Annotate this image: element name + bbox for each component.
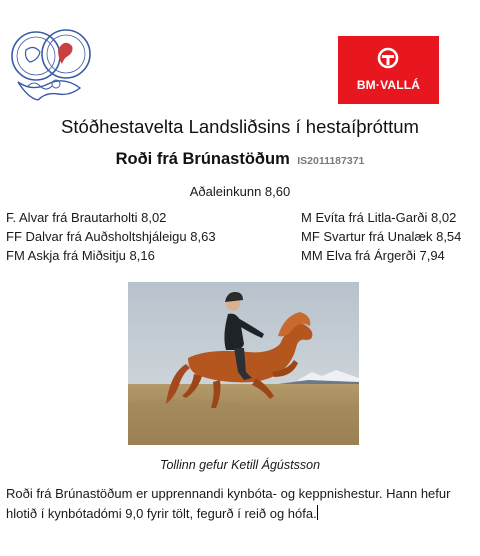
pedigree-dam-sire: MF Svartur frá Unalæk 8,54 [301,229,462,244]
description-text: Roði frá Brúnastöðum er upprennandi kynbóta- og keppnishestur. Hann hefur hlotið í kynbótadómi 9,0 fyrir tölt, fegurð í reið og hófa. [6,486,451,521]
photo-caption: Tollinn gefur Ketill Ágústsson [159,458,321,472]
landslid-seal-logo [6,20,94,110]
pedigree-sire-dam: FM Askja frá Miðsitju 8,16 [6,248,155,263]
pedigree-sire-sire: FF Dalvar frá Auðsholtshjáleigu 8,63 [6,229,216,244]
brand-text: BM·VALLÁ [356,78,421,92]
horse-photo [128,282,359,445]
description-paragraph[interactable] [6,484,476,524]
pedigree-sire-side [6,208,216,265]
horse-id: IS2011187371 [297,155,365,167]
page-title: Stóðhestavelta Landsliðsins í hestaíþróttum [61,116,419,137]
pedigree-dam: M Evíta frá Litla-Garði 8,02 [301,210,457,225]
main-score: Aðaleinkunn 8,60 [189,184,291,199]
bm-valla-logo [338,36,439,104]
text-cursor [317,505,318,520]
pedigree-dam-side [301,208,461,265]
horse-header [0,150,480,169]
horse-name: Roði frá Brúnastöðum [115,150,290,168]
pedigree-sire: F. Alvar frá Brautarholti 8,02 [6,210,167,225]
pedigree-dam-dam: MM Elva frá Árgerði 7,94 [301,248,445,263]
